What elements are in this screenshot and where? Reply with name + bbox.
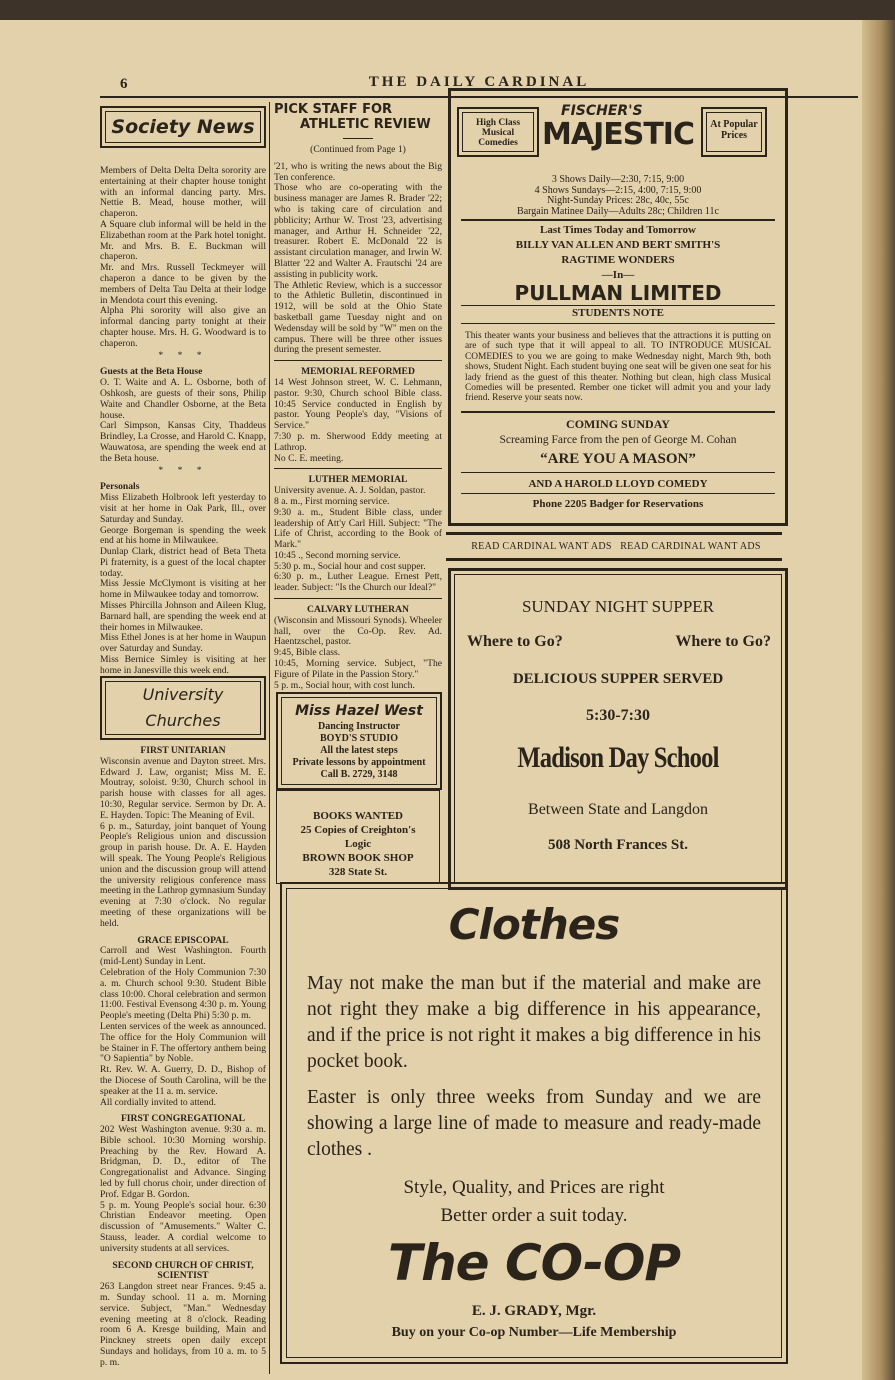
- madison-day-school: Madison Day School: [517, 741, 719, 774]
- church-text: 5 p. m. Young People's social hour. 6:30 Christian Endeavor meeting. Open discussion of "Amusements." Walter C. Stauss, leader. A cordial welcome to university students at all services.: [100, 1199, 266, 1254]
- rule: [461, 219, 775, 221]
- hazel-name: Miss Hazel West: [295, 703, 423, 719]
- church-text: Carroll and West Washington. Fourth (mid-Lent) Sunday in Lent.: [100, 945, 266, 968]
- supper-time: 5:30-7:30: [586, 707, 650, 724]
- hazel-line: Dancing Instructor: [318, 721, 400, 732]
- society-paragraph: O. T. Waite and A. L. Osborne, both of Oshkosh, are guests of their sons, Philip Waite and Chandler Osborne, at the Beta house.: [100, 377, 266, 421]
- column-athletic: [274, 102, 442, 691]
- personals-heading: Personals: [100, 481, 140, 493]
- majestic-ad: [448, 88, 788, 526]
- society-paragraph: Mr. and Mrs. Russell Teckmeyer will chaperon a dance to be given by the members of Delta Tau Delta at their lodge in Mendota court this evening.: [100, 262, 266, 306]
- church-text: Celebration of the Holy Communion 7:30 a. m. Church school 9:30. Student Bible class 10:00. Choral celebration and sermon 11:00. Festival Evensong 4:30 p. m. Young People's meeting (Delta Phi) 5:30 p. m.: [100, 966, 266, 1022]
- church-text: 6:30 p. m., Luther League. Ernest Pett, leader. Subject: "Is the Church our Ideal?": [274, 571, 442, 594]
- page-edge: [862, 20, 895, 1380]
- rule: [461, 323, 775, 324]
- coming-sunday: COMING SUNDAY: [566, 417, 670, 431]
- rule: [461, 472, 775, 473]
- coop-paragraph: Easter is only three weeks from Sunday and we are showing a large line of made to measure and ready-made clothes .: [307, 1087, 761, 1160]
- society-heading-box: [100, 106, 266, 148]
- church-text: 7:30 p. m. Sherwood Eddy meeting at Lathrop.: [274, 430, 442, 453]
- church-text: No C. E. meeting.: [274, 452, 344, 464]
- church-text: Lenten services of the week as announced. The office for the Holy Communion will be Stainer in F. The offertory anthem being "O Sapientia" by Noble.: [100, 1020, 266, 1065]
- church-name: GRACE EPISCOPAL: [137, 934, 229, 946]
- church-text: 202 West Washington avenue. 9:30 a. m. Bible school. 10:30 Morning worship. Preaching by the Rev. Howard A. Bridgman, D. D., editor of The Congregationalist and Advance. Singing led by full chorus choir, under direction of Prof. Edgar B. Gordon.: [100, 1124, 266, 1200]
- ragtime: RAGTIME WONDERS: [561, 254, 675, 266]
- supper-title: SUNDAY NIGHT SUPPER: [521, 597, 715, 616]
- church-name: FIRST UNITARIAN: [140, 745, 226, 756]
- right-box: [701, 107, 767, 157]
- column-churches: [100, 676, 266, 1369]
- church-name: CALVARY LUTHERAN: [307, 604, 409, 616]
- newspaper-title: THE DAILY CARDINAL: [368, 74, 590, 90]
- society-heading: Society News: [105, 111, 261, 143]
- personal-item: Dunlap Clark, district head of Beta Theta Pi fraternity, is a guest of the local chapter today.: [100, 546, 266, 579]
- rule: [446, 532, 782, 535]
- church-text: 10:45, Morning service. Subject, "The Figure of Pilate in the Passion Story.": [274, 658, 442, 680]
- churches-heading-box: [100, 676, 266, 740]
- personal-item: Miss Jessie McClymont is visiting at her home in Milwaukee today and tomorrow.: [100, 578, 266, 601]
- coop-paragraph: May not make the man but if the material and make are not right they make a big difference in his appearance, and if the price is not right it makes a big difference in his pocket book.: [307, 973, 761, 1072]
- farce-line: Screaming Farce from the pen of George M. Cohan: [499, 434, 737, 446]
- supper-address: 508 North Frances St.: [548, 837, 688, 853]
- church-text: Wisconsin avenue and Dayton street. Mrs. Edward J. Law, organist; Miss M. E. Moutray, soloist. 9:30, Church school in parish house with classes for all ages. 10:30, Regular service. Sermon by Dr. A. E. Hayden. Topic: The Meaning of Evil.: [100, 755, 266, 821]
- books-line: 25 Copies of Creighton's: [300, 824, 416, 836]
- rule: [461, 305, 775, 306]
- personal-item: Miss Ethel Jones is at her home in Waupun over Saturday and Sunday.: [100, 632, 266, 655]
- church-name: SECOND CHURCH OF CHRIST, SCIENTIST: [112, 1259, 254, 1282]
- hazel-west-ad: [276, 692, 442, 790]
- athletic-headline-1: PICK STAFF FOR: [274, 102, 393, 117]
- church-text: 5:30 p. m., Social hour and cost supper.: [274, 560, 426, 572]
- church-text: Rt. Rev. W. A. Guerry, D. D., Bishop of the Diocese of South Carolina, will be the speaker at the 11 a. m. service.: [100, 1064, 266, 1097]
- athletic-headline-2: ATHLETIC REVIEW: [300, 117, 431, 132]
- majestic-title: MAJESTIC: [542, 117, 694, 152]
- athletic-paragraph: Those who are co-operating with the business manager are James R. Brader '22; who is taking care of circulation and pbblicity; Arthur W. Trost '23, advertising manager, and Arthur H. Schneider '22, treasurer. Robert E. McDonald '22 is assistant circulation manager, and Irwin W. Blatter '22 and Walter A. Frautschi '24 are assisting in publicity work.: [274, 182, 442, 280]
- personal-item: Miss Bernice Simley is visiting at her home in Janesville this week end.: [100, 654, 266, 676]
- stars-divider: * * *: [158, 349, 208, 361]
- prices: Night-Sunday Prices: 28c, 40c, 55c: [547, 195, 689, 206]
- personal-item: George Borgeman is spending the week end at his home in Milwaukee.: [100, 524, 266, 547]
- last-times: Last Times Today and Tomorrow: [540, 224, 696, 236]
- are-you-a-mason: “ARE YOU A MASON”: [540, 451, 696, 467]
- billy-van-allen: BILLY VAN ALLEN AND BERT SMITH'S: [515, 239, 721, 251]
- left-box-text: High Class Musical Comedies: [462, 112, 534, 152]
- fischer-label: FISCHER'S: [561, 103, 643, 119]
- churches-heading: University Churches: [105, 681, 261, 735]
- church-text: 5 p. m., Social hour, with cost lunch.: [274, 679, 415, 691]
- rule: [461, 493, 775, 494]
- phone-reservations: Phone 2205 Badger for Reservations: [532, 498, 704, 510]
- church-text: 14 West Johnson street, W. C. Lehmann, pastor. 9:30, Church school Bible class. 10:45 Service conducted in English by pastor. Young People's day, "Visions of Service.": [274, 376, 442, 432]
- church-text: 6 p. m., Saturday, joint banquet of Young People's Religious union and discussion group in parish house. Dr. A. E. Hayden will speak. The Young People's Religious union and the discussion group will attend the university religious conference mass meeting in the Lathrop gymnasium Sunday evening at 7:30 o'clock. No regular meeting of these organizations will be held.: [100, 820, 266, 929]
- where-to-go-left: Where to Go?: [467, 633, 563, 650]
- supper-ad: [448, 568, 788, 890]
- between-state-langdon: Between State and Langdon: [528, 801, 708, 818]
- short-rule: [343, 138, 373, 139]
- column-society: [100, 106, 266, 677]
- athletic-paragraph: The Athletic Review, which is a successor to the Athletic Bulletin, discontinued in 1912, will be sold at the Ohio State basketball game Tuesday night and on Wedensday will be sold by "W" men on the campus. There will be three other issues during the present semester.: [274, 279, 442, 356]
- want-ads-banner: READ CARDINAL WANT ADS READ CARDINAL WANT ADS: [471, 541, 761, 552]
- column-rule: [269, 102, 270, 1374]
- church-name: LUTHER MEMORIAL: [308, 474, 408, 486]
- society-paragraph: Alpha Phi sorority will also give an informal dancing party tonight at their chapter house. Mrs. H. G. Woodward is to chaperon.: [100, 305, 266, 349]
- books-line: Logic: [344, 838, 372, 850]
- page-number: 6: [120, 76, 128, 92]
- clothes-headline: Clothes: [448, 900, 620, 949]
- left-box: [457, 107, 539, 157]
- church-text: 263 Langdon street near Frances. 9:45 a. m. Sunday school. 11 a. m. Morning service. Subject, "Man." Wednesday evening meeting at 8 o'clock. Reading room 6 A. Kresge building, Main and Pinckney streets open daily except Sundays and holidays, from 10 a. m. to 5 p. m.: [100, 1281, 266, 1368]
- coop-name: The CO-OP: [387, 1234, 681, 1292]
- right-box-text: At Popular Prices: [706, 112, 762, 152]
- newspaper-page: [0, 20, 868, 1380]
- society-paragraph: A Square club informal will be held in the Elizabethan room at the Park hotel tonight. Mr. and Mrs. B. E. Buckman will chaperon.: [100, 218, 266, 263]
- church-text: All cordially invited to attend.: [100, 1096, 216, 1108]
- rule: [461, 411, 775, 413]
- coop-manager: E. J. GRADY, Mgr.: [471, 1303, 597, 1319]
- section-rule: [274, 468, 442, 469]
- church-text: (Wisconsin and Missouri Synods). Wheeler hall, over the Co-Op. Rev. Ad. Haentzschel, pastor.: [274, 614, 442, 648]
- hazel-line: All the latest steps: [320, 745, 398, 756]
- society-paragraph: Carl Simpson, Kansas City, Thaddeus Brindley, La Crosse, and Harold C. Knapp, Wauwatosa, are spending the week end at the Beta house.: [100, 420, 266, 464]
- athletic-paragraph: '21, who is writing the news about the Big Ten conference.: [274, 160, 442, 183]
- personal-item: Misses Phircilla Johnson and Aileen Klug, Barnard hall, are spending the week end at their homes in Milwaukee.: [100, 600, 266, 633]
- books-line: BOOKS WANTED: [313, 810, 403, 822]
- church-text: 9:45, Bible class.: [274, 647, 341, 659]
- delicious-supper: DELICIOUS SUPPER SERVED: [512, 671, 724, 687]
- stars-divider: * * *: [158, 464, 208, 476]
- church-text: University avenue. A. J. Soldan, pastor.: [274, 485, 426, 497]
- style-quality: Style, Quality, and Prices are right: [403, 1177, 665, 1198]
- books-line: BROWN BOOK SHOP: [302, 852, 414, 864]
- church-text: 8 a. m., First morning service.: [274, 495, 390, 507]
- church-text: 9:30 a. m., Student Bible class, under leadership of Att'y Carl Hill. Subject: "The Life of Christ, according to the Book of Mark.": [274, 506, 442, 551]
- better-order: Better order a suit today.: [440, 1205, 628, 1226]
- bargain: Bargain Matinee Daily—Adults 28c; Children 11c: [517, 205, 719, 217]
- section-rule: [274, 360, 442, 361]
- personal-item: Miss Elizabeth Holbrook left yesterday to visit at her home in Oak Park, Ill., over Saturday and Sunday.: [100, 492, 266, 525]
- continued-note: (Continued from Page 1): [310, 144, 406, 155]
- hazel-line: Private lessons by appointment: [292, 757, 426, 768]
- rule: [446, 558, 782, 561]
- harold-lloyd: AND A HAROLD LLOYD COMEDY: [528, 478, 708, 490]
- society-paragraph: Members of Delta Delta Delta sorority are entertaining at their chapter house tonight with an informal dancing party. Mrs. Nettie B. Mead, house mother, will chaperon.: [100, 165, 266, 220]
- showtimes: 3 Shows Daily—2:30, 7:15, 9:00: [551, 174, 685, 185]
- where-to-go-right: Where to Go?: [675, 633, 771, 650]
- church-name: FIRST CONGREGATIONAL: [120, 1113, 246, 1125]
- students-note-text: This theater wants your business and believes that the attractions it is putting on are of such type that it will appeal to all. TO INTRODUCE MUSICAL COMEDIES to you we are going to make Wednesday night, March 9th, both shows, Student Night. Each student buying one seat will be given one seat for his lady friend as the guest of this theater. Nothing but clean, high class Musical Comedies will be presented. Rember one ticket will admit you and your lady friend. Reserve your seats now.: [465, 331, 771, 404]
- hazel-line: Call B. 2729, 3148: [320, 769, 398, 780]
- students-note: STUDENTS NOTE: [571, 307, 664, 319]
- books-wanted-ad: [276, 790, 440, 884]
- church-text: 10:45 ., Second morning service.: [274, 549, 401, 561]
- guests-heading: Guests at the Beta House: [100, 366, 203, 378]
- coop-membership: Buy on your Co-op Number—Life Membership: [391, 1325, 677, 1340]
- section-rule: [274, 598, 442, 599]
- in-label: —In—: [601, 269, 635, 281]
- hazel-line: BOYD'S STUDIO: [319, 733, 399, 744]
- showtimes: 4 Shows Sundays—2:15, 4:00, 7:15, 9:00: [534, 184, 702, 196]
- church-name: MEMORIAL REFORMED: [301, 366, 415, 378]
- pullman-limited: PULLMAN LIMITED: [514, 281, 722, 305]
- coop-ad: [280, 882, 788, 1364]
- books-line: 328 State St.: [328, 866, 388, 878]
